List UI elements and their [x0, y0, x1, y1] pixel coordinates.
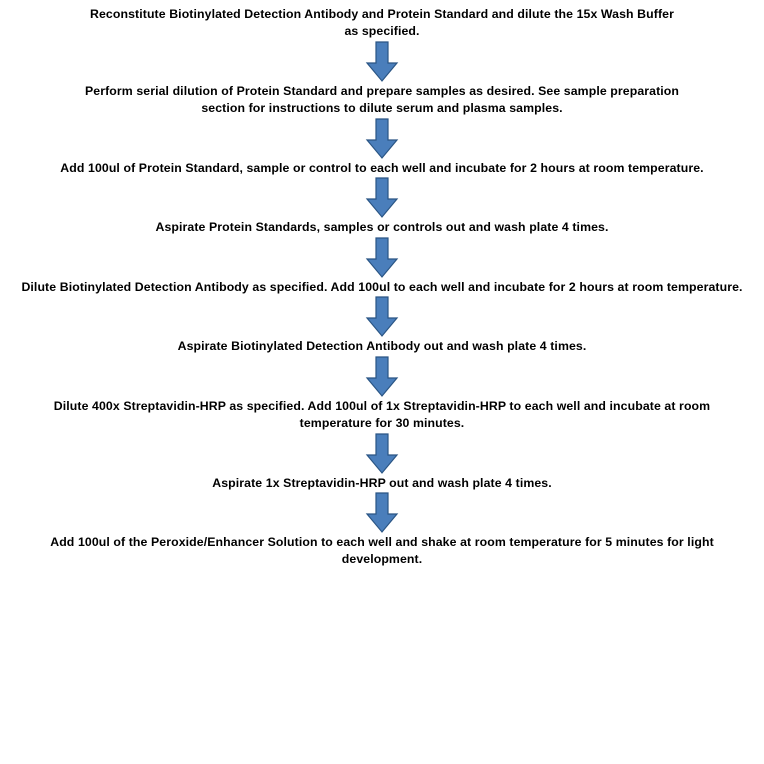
flow-step: Dilute 400x Streptavidin-HRP as specified. Add 100ul of 1x Streptavidin-HRP to each well and incubate at room temperature for 30 minutes.	[53, 398, 711, 431]
flow-step: Add 100ul of Protein Standard, sample or control to each well and incubate for 2 hours at room temperature.	[60, 160, 704, 175]
flow-step: Add 100ul of the Peroxide/Enhancer Solution to each well and shake at room temperature for 5 minutes for light development.	[50, 534, 714, 567]
flow-connector	[360, 356, 404, 398]
down-arrow-icon	[365, 237, 399, 279]
flow-step: Dilute Biotinylated Detection Antibody as specified. Add 100ul to each well and incubate for 2 hours at room temperature.	[21, 279, 743, 294]
down-arrow-icon	[365, 177, 399, 219]
flow-connector	[360, 118, 404, 160]
flow-step: Perform serial dilution of Protein Standard and prepare samples as desired. See sample preparation section for instructions to dilute serum and plasma samples.	[84, 83, 680, 116]
flow-connector	[360, 296, 404, 338]
flow-step: Reconstitute Biotinylated Detection Antibody and Protein Standard and dilute the 15x Wash Buffer as specified.	[90, 7, 674, 39]
flow-connector	[360, 237, 404, 279]
down-arrow-icon	[365, 433, 399, 475]
down-arrow-icon	[365, 356, 399, 398]
down-arrow-icon	[365, 492, 399, 534]
down-arrow-icon	[365, 118, 399, 160]
flow-step: Aspirate Protein Standards, samples or controls out and wash plate 4 times.	[155, 220, 609, 235]
flow-step: Aspirate 1x Streptavidin-HRP out and wash plate 4 times.	[212, 475, 552, 490]
flow-connector	[360, 433, 404, 475]
flow-connector	[360, 177, 404, 219]
down-arrow-icon	[365, 41, 399, 83]
down-arrow-icon	[365, 296, 399, 338]
flow-connector	[360, 41, 404, 83]
flow-step: Aspirate Biotinylated Detection Antibody out and wash plate 4 times.	[177, 339, 587, 354]
flow-connector	[360, 492, 404, 534]
